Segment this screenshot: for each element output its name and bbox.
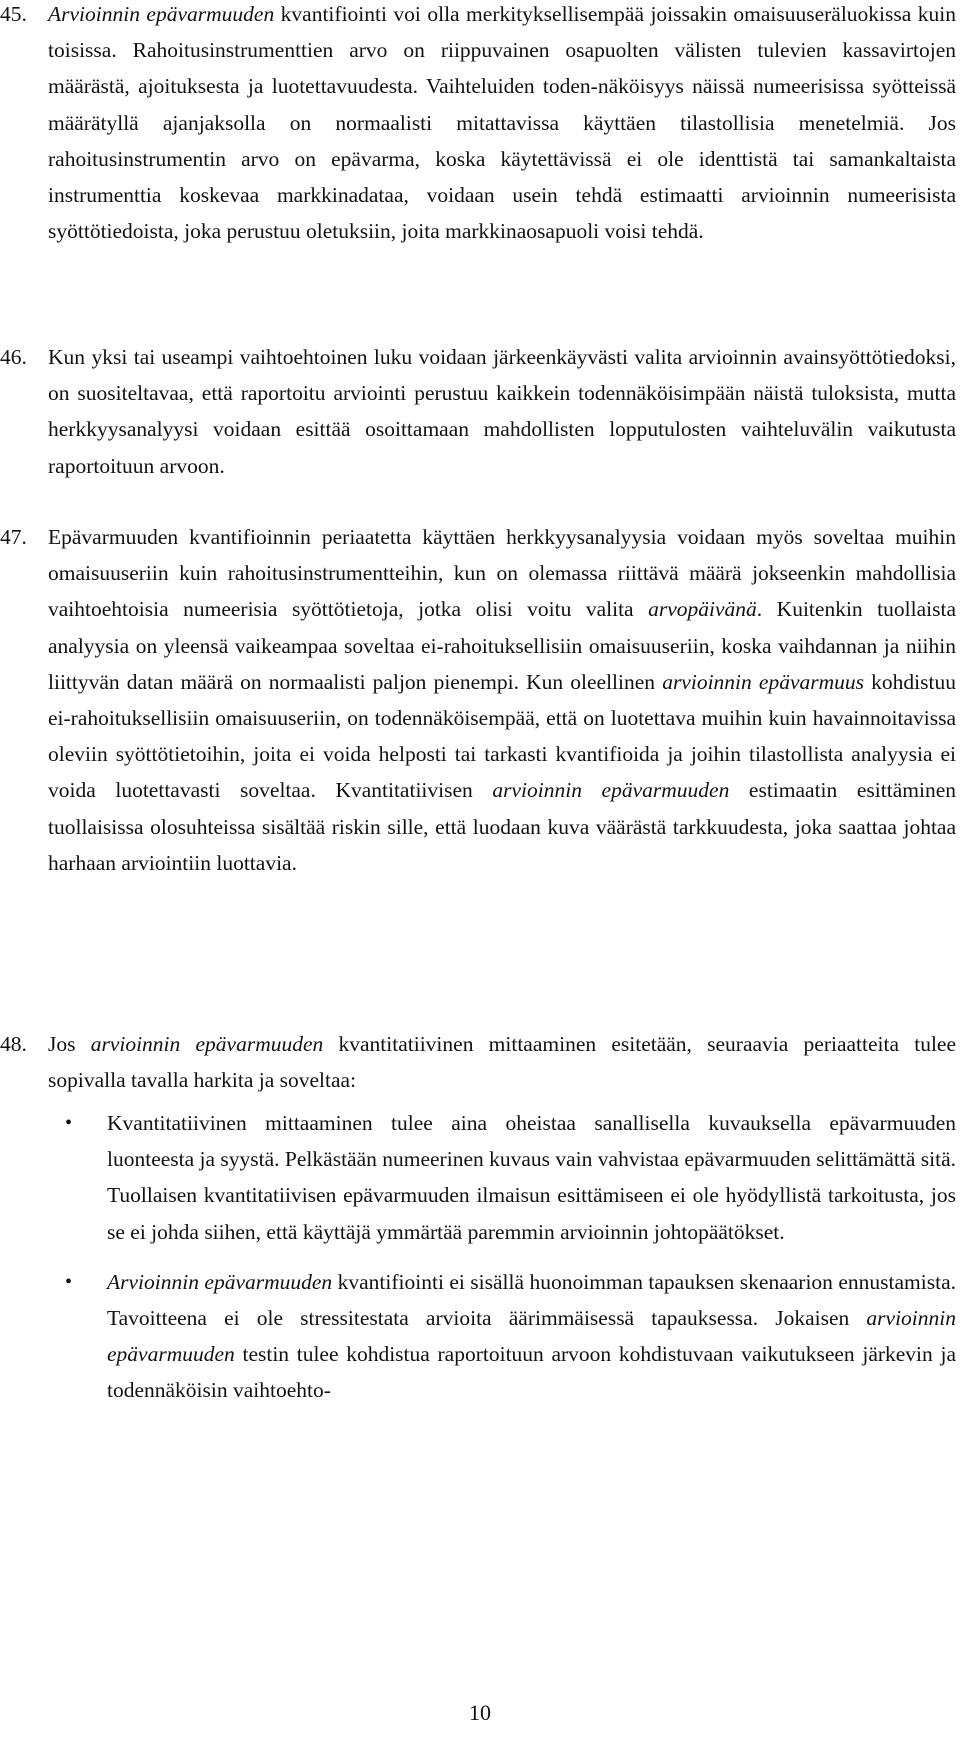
- paragraph-text: kvantifiointi voi olla merkityksellisempää joissakin omaisuuseräluokissa kuin toisissa. Rahoitusinstrumenttien arvo on riippuvainen osapuolten välisten tulevien kassavirtojen määrästä, ajoituksesta ja luotettavuudesta. Vaihteluiden toden-näköisyys näissä numeerisissa syötteissä määrätyllä ajanjaksolla on normaalisti mitattavissa käyttäen tilastollisia menetelmiä. Jos rahoitusinstrumentin arvo on epävarma, koska käytettävissä ei ole identtistä tai samankaltaista instrumenttia koskevaa markkinadataa, voidaan usein tehdä estimaatti arvioinnin numeerisista syöttötiedoista, joka perustuu oletuksiin, joita markkinaosapuoli voisi tehdä.: [48, 2, 956, 244]
- paragraph-number: 46.: [0, 345, 27, 369]
- list-item: [65, 1105, 956, 1250]
- paragraph-text: Epävarmuuden kvantifioinnin periaatetta käyttäen herkkyysanalyysia voidaan myös soveltaa muihin omaisuuseriin kuin rahoitusinstrumentteihin, kun on olemassa riittävä määrä jokseenkin mahdollisia vaihtoehtoisia numeerisia syöttötietoja, jotka olisi voitu valita: [48, 525, 956, 622]
- italic-term: arvioinnin epävarmuuden: [90, 1032, 324, 1056]
- paragraph-text: Jos: [48, 1032, 91, 1056]
- list-item: [65, 1264, 956, 1409]
- paragraph-47: [0, 519, 960, 881]
- paragraph-48: [0, 1026, 960, 1098]
- paragraph-text: kohdistuu ei-rahoituksellisiin omaisuuseriin, on todennäköisempää, että on luotettava muihin kuin havainnoitavissa oleviin syöttötietoihin, joita ei voida helposti tai tarkasti kvantifioida ja joihin tilastollista analyysia ei voida luotettavasti soveltaa. Kvantitatiivisen: [48, 669, 956, 803]
- paragraph-text: kvantitatiivinen mittaaminen esitetään, seuraavia periaatteita tulee sopivalla tavalla harkita ja soveltaa:: [48, 1032, 957, 1093]
- paragraph-text: estimaatin esittäminen tuollaisissa olosuhteissa sisältää riskin sille, että luodaan kuva väärästä tarkkuudesta, joka saattaa johtaa harhaan arviointiin luottavia.: [48, 778, 956, 875]
- list-item-text: testin tulee kohdistua raportoituun arvoon kohdistuvaan vaikutukseen järkevin ja todennäköisin vaihtoehto-: [107, 1342, 956, 1403]
- paragraph-body: [48, 1026, 956, 1098]
- bullet-marker: •: [65, 1270, 73, 1293]
- italic-term: Arvioinnin epävarmuuden: [107, 1269, 333, 1294]
- page-number: 10: [469, 1700, 491, 1725]
- paragraph-text: . Kuitenkin tuollaista analyysia on yleensä vaikeampaa soveltaa ei-rahoituksellisiin omaisuuseriin, koska vaihdannan ja niihin liittyvän datan määrä on normaalisti paljon pienempi. Kun oleellinen: [48, 597, 956, 694]
- paragraph-body: [48, 0, 956, 249]
- paragraph-body: Kun yksi tai useampi vaihtoehtoinen luku voidaan järkeenkäyvästi valita arvioinnin avainsyöttötiedoksi, on suositeltavaa, että raportoitu arviointi perustuu kaikkein todennäköisimpään näistä tuloksista, mutta herkkyysanalyysi voidaan esittää osoittamaan mahdollisten lopputulosten vaihteluvälin vaikutusta raportoituun arvoon.: [48, 345, 956, 478]
- list-item-text: kvantifiointi ei sisällä huonoimman tapauksen skenaarion ennustamista. Tavoitteena ei ole stressitestata arvioita äärimmäisessä tapauksessa. Jokaisen: [107, 1269, 956, 1331]
- paragraph-number: 45.: [0, 2, 27, 26]
- italic-term: arvopäivänä: [648, 597, 757, 622]
- italic-term: Arvioinnin epävarmuuden: [48, 2, 275, 26]
- italic-term: arvioinnin epävarmuuden: [107, 1306, 956, 1367]
- italic-term: arvioinnin epävarmuus: [662, 669, 865, 694]
- paragraph-number: 48.: [0, 1032, 27, 1056]
- paragraph-46: [0, 339, 960, 484]
- paragraph-45: [0, 0, 960, 249]
- italic-term: arvioinnin epävarmuuden: [492, 778, 730, 803]
- bullet-list: [0, 1105, 960, 1409]
- list-item-text: Kvantitatiivinen mittaaminen tulee aina oheistaa sanallisella kuvauksella epävarmuuden luonteesta ja syystä. Pelkästään numeerinen kuvaus vain vahvistaa epävarmuuden selittämättä sitä. Tuollaisen kvantitatiivisen epävarmuuden ilmaisun esittämiseen ei ole hyödyllistä tarkoitusta, jos se ei johda siihen, että käyttäjä ymmärtää paremmin arvioinnin johtopäätökset.: [107, 1111, 956, 1244]
- bullet-marker: •: [65, 1112, 73, 1134]
- paragraph-body: [48, 519, 956, 881]
- paragraph-number: 47.: [0, 525, 27, 549]
